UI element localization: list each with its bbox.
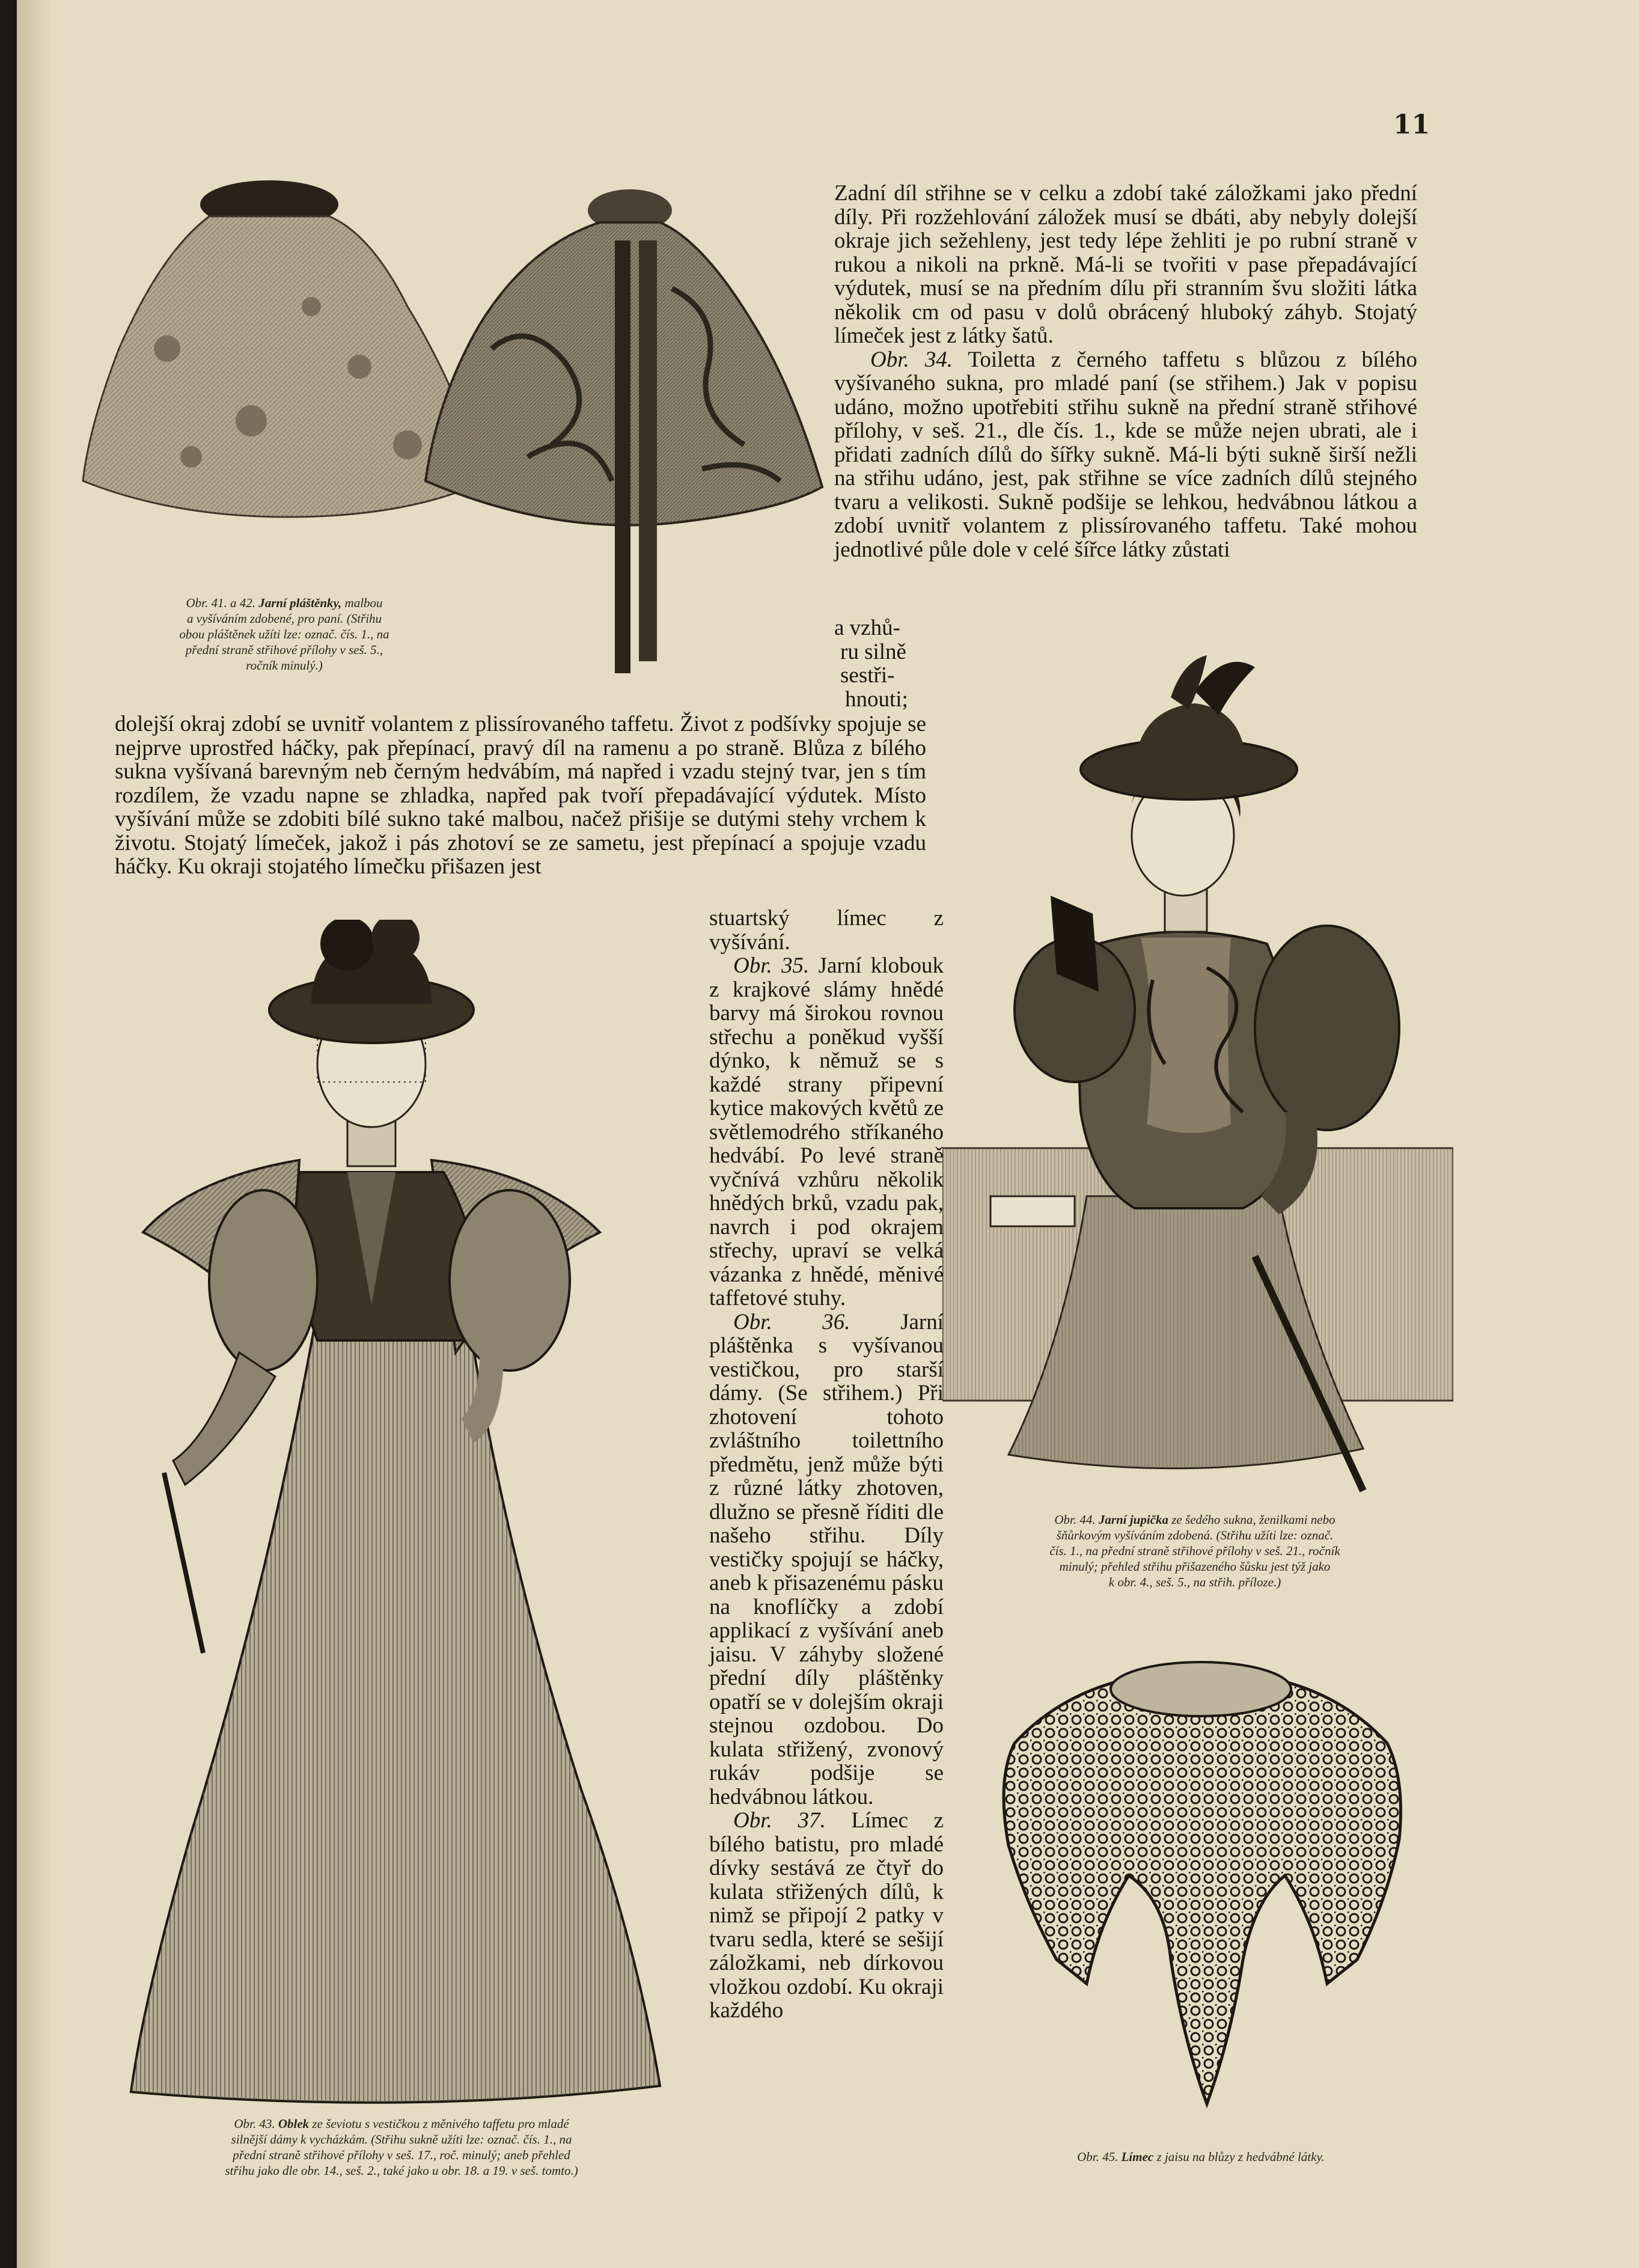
caption-line: čís. 1., na přední straně střihové přílohy v seš. 21., ročník [1049, 1544, 1340, 1558]
caption-line: přední straně střihové přílohy v seš. 5., [185, 643, 383, 657]
text-obr-37: Límec z bílého batistu, pro mladé dívky sestává ze čtyř do kulata střižených dílů, k nimž se připojí 2 patky v tvaru sedla, které se sešijí záložkami, neb dírkovou vložkou ozdobí. Ku okraji každého [709, 1808, 944, 2023]
text-obr-36: Jarní pláštěnka s vyšívanou vestičkou, pro starší dámy. (Se střihem.) Při zhotovení tohoto zvláštního toilettního předmětu, jenž může býti z různé látky zhotoven, dlužno se přesně říditi dle našeho střihu. Díly vestičky spojují se háčky, aneb k přisazenému pásku na knoflíčky a zdobí applikací z vyšívání aneb jaisu. V záhyby složené přední díly pláštěnky opatří se v dolejším okraji stejnou ozdobou. Do kulata střižený, zvonový rukáv podšije se hedvábnou látkou. [709, 1309, 944, 1809]
caption-line: střihu jako dle obr. 14., seš. 2., také jako u obr. 18. a 19. v seš. tomto.) [225, 2163, 578, 2178]
caption-line: Obr. 45. Límec z jaisu na blůzy z hedvábné látky. [1077, 2150, 1325, 2164]
text-line: a vzhů- [834, 616, 900, 640]
caption-figure-43 [113, 2116, 690, 2178]
text-line: sestři- [840, 663, 895, 688]
text-line: hnouti; [845, 686, 908, 712]
paragraph-obr-35 [709, 954, 944, 1310]
caption-figure-41-42 [107, 595, 462, 673]
caption-line: ročník minulý.) [246, 658, 323, 673]
text-line: ru silně [840, 639, 906, 664]
caption-line: přední straně střihové přílohy v seš. 17., roč. minulý; aneb přehled [233, 2148, 570, 2162]
caption-line: silnější dámy k vycházkám. (Střihu sukně užíti lze: označ. čís. 1., na [231, 2132, 572, 2147]
caption-line: a vyšíváním zdobené, pro paní. (Střihu [186, 611, 382, 626]
label-obr-37: Obr. 37. [733, 1808, 826, 1833]
page-number: 11 [1393, 109, 1430, 140]
paragraph-back-piece: Zadní díl střihne se v celku a zdobí také záložkami jako přední díly. Při rozžehlování záložek musí se dbáti, aby nebyly dolejší okraje jich sežehleny, jest tedy lépe žehliti je po rubní straně v rukou a nikoli na prkně. Má-li se tvořiti v pase přepadávající výdutek, musí se na předním dílu při stranním švu složiti látka několik cm od pasu v dolů obrácený hluboký záhyb. Stojatý límeček jest z látky šatů. [834, 181, 1417, 348]
paragraph-obr-36 [709, 1310, 944, 1809]
text-obr-35: Jarní klobouk z krajkové slámy hnědé barvy má širokou rovnou střechu a poněkud vyšší dýnko, k němuž se s každé strany připevní kytice makových květů ze světlemodrého stříkaného hedvábí. Po levé straně vyčnívá vzhůru několik hnědých brků, vzadu pak, navrch i pod okrajem střechy, upraví se velká vázanka z hnědé, měnivé taffetové stuhy. [709, 953, 944, 1310]
caption-figure-45 [990, 2149, 1411, 2165]
caption-line: šňůrkovým vyšíváním zdobená. (Střihu užíti lze: označ. [1056, 1528, 1334, 1542]
figure-suit-43 [119, 920, 696, 2104]
figure-jacket-44 [942, 655, 1453, 1497]
text-block-main [115, 712, 926, 879]
figure-collar-45 [990, 1647, 1411, 2128]
label-obr-35: Obr. 35. [733, 953, 810, 978]
caption-line: k obr. 4., seš. 5., na střih. příloze.) [1108, 1575, 1281, 1589]
text-obr-34: Toiletta z černého taffetu s blůzou z bílého vyšívaného sukna, pro mladé paní (se střihem.) Jak v popisu udáno, možno upotřebiti střihu sukně na přední straně střihové přílohy, v seš. 21., dle čís. 1., kde se může nejen ubrati, ale i přidati zadních dílů do šířky sukně. Má-li býti sukně širší nežli na střihu udáno, jest, pak střihne se více zadních dílů stejného tvaru a velikosti. Sukně podšije se lehkou, hedvábnou látkou a zdobí uvnitř volantem z plissírovaného taffetu. Také mohou jednotlivé půle dole v celé šířce látky zůstati [834, 347, 1417, 562]
caption-line: minulý; přehled střihu přišazeného šůsku jest týž jako [1059, 1559, 1331, 1574]
paragraph-obr-34 [834, 348, 1417, 562]
label-obr-34: Obr. 34. [870, 347, 953, 372]
paragraph-obr-37 [709, 1809, 944, 2023]
text-block-right-top [834, 182, 1417, 561]
caption-line: Obr. 41. a 42. Jarní pláštěnky, malbou [186, 596, 383, 610]
paragraph-main: dolejší okraj zdobí se uvnitř volantem z plissírovaného taffetu. Život z podšívky spojuje se nejprve uprostřed háčky, pak přepínací, pravý díl na ramenu a po straně. Blůza z bílého sukna vyšívaná barevným neb černým hedvábím, má napřed i vzadu stejný tvar, jen s tím rozdílem, že vzadu napne se zhladka, napřed pak tvoří přepadávající výdutek. Místo vyšívání může se zdobiti bílé sukno také malbou, načež přišije se dutými stehy vrchem k životu. Stojatý límeček, jakož i pás zhotoví se ze sametu, jest přepínací a spojuje vzadu háčky. Ku okraji stojatého límečku přišazen jest [115, 712, 926, 879]
caption-line: Obr. 43. Oblek ze ševiotu s vestičkou z měnivého taffetu pro mladé [234, 2117, 569, 2131]
caption-figure-44 [948, 1512, 1441, 1590]
paragraph-stuart-collar: stuartský límec z vyšívání. [709, 906, 944, 955]
text-narrow-continuation [834, 616, 954, 711]
text-block-middle-column [709, 906, 944, 2023]
caption-line: Obr. 44. Jarní jupička ze šedého sukna, ženilkami nebo [1054, 1512, 1335, 1527]
label-obr-36: Obr. 36. [733, 1309, 850, 1334]
caption-line: obou pláštěnek užíti lze: označ. čís. 1., na [179, 627, 389, 641]
magazine-page [17, 0, 1639, 2268]
